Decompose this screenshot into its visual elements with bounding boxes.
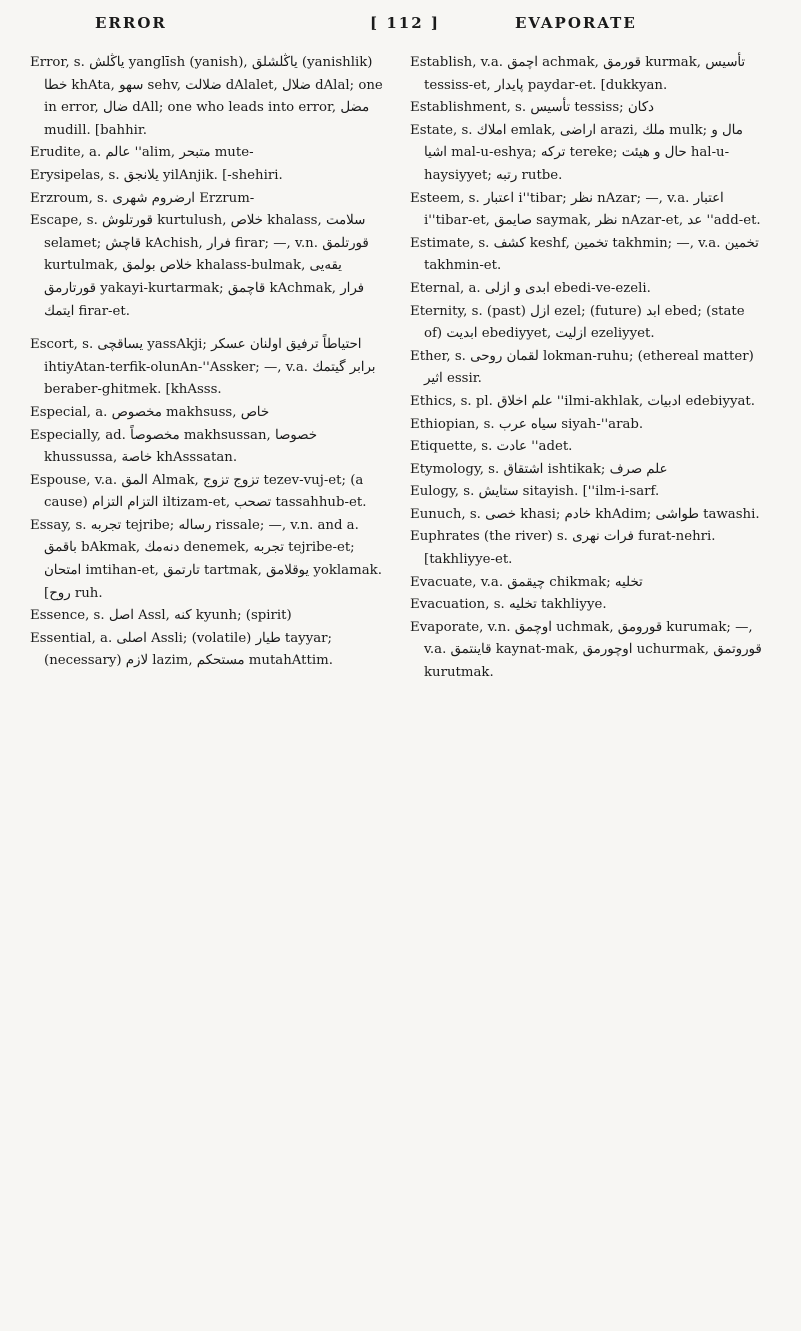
dictionary-entry: Especially, ad. مخصوصاً makhsussan, خصوصا khussussa, خاصة khAsssatan. [30,427,317,466]
left-column [30,52,385,673]
dictionary-entry: Ethiopian, s. سیاه عرب siyah-''arab. [410,416,644,432]
dictionary-entry: Esteem, s. اعتبار i''tibar; نظر nAzar; —, v.a. اعتبار i''tibar-et, صایمق saymak, نظر nAzar-et, عد ''add-et. [410,190,761,229]
dictionary-entry: Estate, s. املاك emlak, اراضی arazi, ملك mulk; مال و اشیا mal-u-eshya; ترکه tereke; حال و هیئت hal-u-haysiyyet; رتبه rutbe. [410,122,743,183]
dictionary-entry: Eulogy, s. ستایش sitayish. [''ilm-i-sarf. [410,484,660,500]
dictionary-entry: Especial, a. مخصوص makhsuss, خاص [30,404,270,420]
dictionary-entry: Essay, s. تجربه tejribe; رساله rissale; —, v.n. and a. باقمق bAkmak, دنه‌مك denemek, تجربه tejribe-et; امتحان imtihan-et, تارتمق tartmak, یوقلامق yoklamak. [روح ruh. [30,517,382,601]
dictionary-entry: Eternity, s. (past) ازل ezel; (future) ابد ebed; (state of) ابدیت ebediyyet, ازلیت ezeliyyet. [410,303,745,342]
dictionary-entry: Escort, s. یساقچی yassAkji; احتیاطاً ترفیق اولنان عسکر ihtiyAtan-terfik-olunAn-''Assker; —, v.a. برابر گیتمك beraber-ghitmek. [khAsss. [30,337,376,398]
dictionary-entry: Establishment, s. تأسیس tessiss; دکان [410,100,654,116]
dictionary-entry: Espouse, v.a. المق Almak, تزوج تزوج tezev-vuj-et; (a cause) التزام التزام iltizam-et, تصحب tassahhub-et. [30,472,367,511]
dictionary-entry: Estimate, s. کشف keshf, تخمین takhmin; —, v.a. تخمین takhmin-et. [410,235,759,274]
dictionary-entry: Etiquette, s. عادت ''adet. [410,439,573,455]
right-column [410,52,765,685]
dictionary-entry: Etymology, s. اشتقاق ishtikak; علم صرف [410,461,668,477]
dictionary-entry: Erudite, a. عالم ''alim, متبحر mute- [30,145,254,161]
dictionary-entry: Euphrates (the river) s. فرات نهری furat-nehri. [takhliyye-et. [410,529,716,568]
page-number: [ 112 ] [370,14,440,32]
dictionary-entry: Essence, s. اصل Assl, کنه kyunh; (spirit) [30,608,292,624]
dictionary-entry: Erysipelas, s. یلانجق yilAnjik. [-shehiri. [30,167,283,183]
dictionary-entry: Eternal, a. ابدی و ازلی ebedi-ve-ezeli. [410,280,651,296]
dictionary-entry: Evaporate, v.n. اوچمق uchmak, قورومق kurumak; —, v.a. قاینتمق kaynat-mak, اوچورمق uchurmak, قوروتمق kurutmak. [410,619,762,681]
dictionary-entry: Error, s. یاڭلش yanglīsh (yanish), یاڭلشلق (yanishlik) خطا khAta, سهو sehv, ضلالت dAlalet, ضلال dAlal; one in error, ضال dAll; one who leads into error, مضل mudill. [bahhir. [30,55,383,138]
dictionary-entry: Essential, a. اصلی Assli; (volatile) طیار tayyar; (necessary) لازم lazim, مستحکم mutahAttim. [30,630,333,669]
dictionary-entry: Escape, s. قورتلوش kurtulush, خلاص khalass, سلامت selamet; قاچش kAchish, فرار firar; —, v.n. قورتلمق kurtulmak, خلاص بولمق khalass-bulmak, یقه‌یی قورتارمق yakayi-kurtarmak; قاچمق kAchmak, فرار ایتمك firar-et. [30,213,369,319]
dictionary-entry: Ethics, s. pl. علم اخلاق ''ilmi-akhlak, ادبیات edebiyyat. [410,393,755,409]
dictionary-entry: Establish, v.a. اچمق achmak, قورمق kurmak, تأسیس tessiss-et, پایدار paydar-et. [dukkyan. [410,55,746,93]
dictionary-entry: Eunuch, s. خصی khasi; خادم khAdim; طواشی tawashi. [410,506,760,522]
dictionary-entry: Evacuation, s. تخلیه takhliyye. [410,597,607,613]
dictionary-entry: Evacuate, v.a. چیقمق chikmak; تخلیه [410,574,643,590]
dictionary-entry: Ether, s. لقمان روحی lokman-ruhu; (ethereal matter) اثیر essir. [410,348,754,387]
header-left-word: ERROR [95,14,167,32]
page-header [0,0,801,40]
header-right-word: EVAPORATE [515,14,637,32]
dictionary-entry: Erzroum, s. ارضروم شهری Erzrum- [30,190,255,206]
